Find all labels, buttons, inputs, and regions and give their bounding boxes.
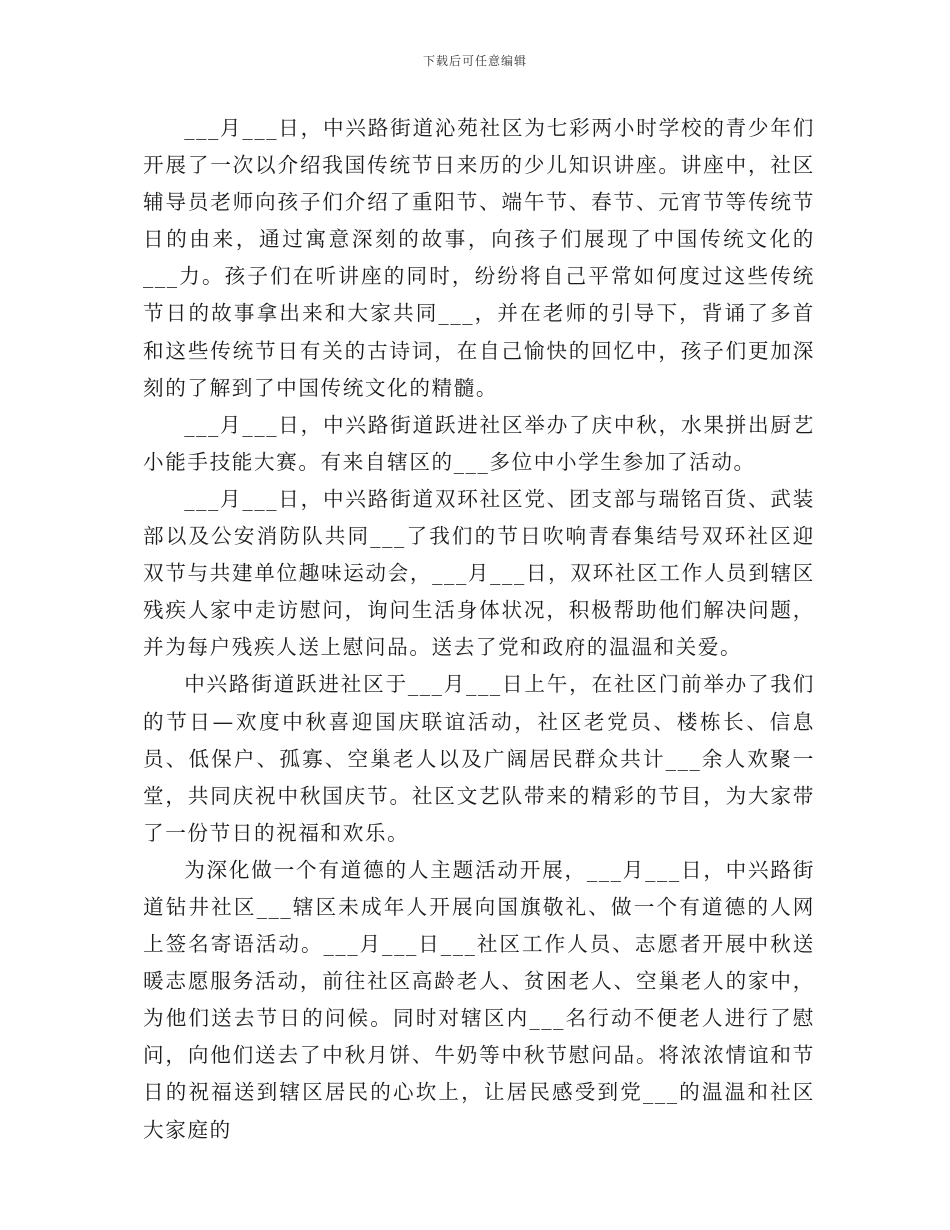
page-header: 下载后可任意编辑 (422, 54, 527, 68)
paragraph-5: 为深化做一个有道德的人主题活动开展，___月___日，中兴路街道钻井社区___辖区未成年人开展向国旗敬礼、做一个有道德的人网上签名寄语活动。___月___日___社区工作人员、志愿者开展中秋送暖志愿服务活动，前往社区高龄老人、贫困老人、空巢老人的家中，为他们送去节日的问候。同时对辖区内___名行动不便老人进行了慰问，向他们送去了中秋月饼、牛奶等中秋节慰问品。将浓浓情谊和节日的祝福送到辖区居民的心坎上，让居民感受到党___的温温和社区大家庭的 (143, 857, 815, 1142)
document-body (143, 110, 815, 1149)
paragraph-4: 中兴路街道跃进社区于___月___日上午，在社区门前举办了我们的节日—欢度中秋喜迎国庆联谊活动，社区老党员、楼栋长、信息员、低保户、孤寡、空巢老人以及广阔居民群众共计___余人欢聚一堂，共同庆祝中秋国庆节。社区文艺队带来的精彩的节目，为大家带了一份节日的祝福和欢乐。 (143, 672, 815, 845)
paragraph-2: ___月___日，中兴路街道跃进社区举办了庆中秋，水果拼出厨艺小能手技能大赛。有来自辖区的___多位中小学生参加了活动。 (143, 412, 815, 474)
paragraph-1: ___月___日，中兴路街道沁苑社区为七彩两小时学校的青少年们开展了一次以介绍我国传统节日来历的少儿知识讲座。讲座中，社区辅导员老师向孩子们介绍了重阳节、端午节、春节、元宵节等传统节日的由来，通过寓意深刻的故事，向孩子们展现了中国传统文化的___力。孩子们在听讲座的同时，纷纷将自己平常如何度过这些传统节日的故事拿出来和大家共同___，并在老师的引导下，背诵了多首和这些传统节日有关的古诗词，在自己愉快的回忆中，孩子们更加深刻的了解到了中国传统文化的精髓。 (143, 116, 815, 400)
paragraph-3: ___月___日，中兴路街道双环社区党、团支部与瑞铭百货、武装部以及公安消防队共同___了我们的节日吹响青春集结号双环社区迎双节与共建单位趣味运动会，___月___日，双环社区工作人员到辖区残疾人家中走访慰问，询问生活身体状况，积极帮助他们解决问题，并为每户残疾人送上慰问品。送去了党和政府的温温和关爱。 (143, 486, 815, 660)
